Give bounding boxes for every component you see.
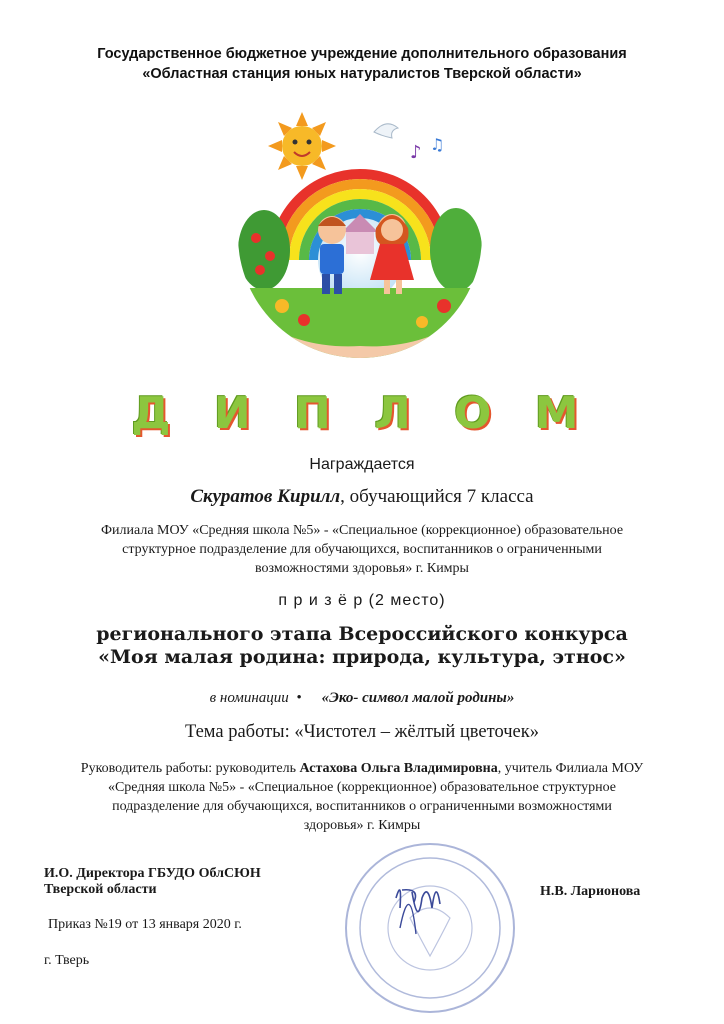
organization-header — [0, 44, 724, 84]
svg-text:♪: ♪ — [410, 142, 422, 163]
recipient-grade: , обучающийся 7 класса — [340, 486, 534, 507]
svg-text:♫: ♫ — [430, 135, 445, 154]
awarded-label: Награждается — [309, 456, 415, 473]
signatory-title-line-2: Тверской области — [44, 882, 157, 897]
school-line-1: Филиала МОУ «Средняя школа №5» - «Специальное (коррекционное) образовательное — [100, 523, 624, 538]
city-label: г. Тверь — [44, 953, 90, 968]
work-topic: Тема работы: «Чистотел – жёлтый цветочек» — [184, 722, 539, 742]
recipient-name: Скуратов Кирилл — [190, 486, 341, 507]
leader-line-1 — [0, 759, 724, 778]
diploma-title: Д И П Л О М — [131, 388, 593, 439]
contest-line-2: «Моя малая родина: природа, культура, этнос» — [98, 646, 626, 668]
bullet-icon: • — [296, 690, 302, 706]
organization-line-2: «Областная станция юных натуралистов Тверской области» — [142, 66, 582, 82]
recipient-line — [0, 486, 724, 508]
school-description — [0, 521, 724, 578]
official-stamp-icon — [340, 838, 520, 1018]
contest-line-1: регионального этапа Всероссийского конкурса — [96, 623, 628, 645]
leader-name: Астахова Ольга Владимировна — [299, 761, 498, 776]
signatory-title — [44, 866, 261, 898]
organization-line-1: Государственное бюджетное учреждение дополнительного образования — [97, 46, 627, 62]
leader-line-2: «Средняя школа №5» - «Специальное (коррекционное) образовательное структурное — [107, 780, 617, 795]
signatory-title-line-1: И.О. Директора ГБУДО ОблСЮН — [44, 866, 261, 881]
school-line-2: структурное подразделение для обучающихся, воспитанников о ограниченными — [122, 542, 602, 557]
signatory-name: Н.В. Ларионова — [540, 884, 641, 899]
place-label: п р и з ё р (2 место) — [278, 592, 446, 609]
nomination-value: «Эко- символ малой родины» — [321, 690, 515, 706]
leader-line-3: подразделение для обучающихся, воспитанников о ограниченными возможностями — [112, 799, 612, 814]
nomination — [0, 690, 724, 707]
nature-emblem-icon — [234, 110, 486, 362]
order-reference: Приказ №19 от 13 января 2020 г. — [48, 917, 242, 932]
nomination-label: в номинации — [209, 690, 289, 706]
leader-suffix: , учитель Филиала МОУ — [497, 761, 644, 776]
school-line-3: возможностями здоровья» г. Кимры — [255, 561, 469, 576]
leader-line-4: здоровья» г. Кимры — [303, 818, 421, 833]
leader-description — [0, 759, 724, 835]
leader-prefix: Руководитель работы: руководитель — [80, 761, 300, 776]
contest-name — [0, 623, 724, 669]
